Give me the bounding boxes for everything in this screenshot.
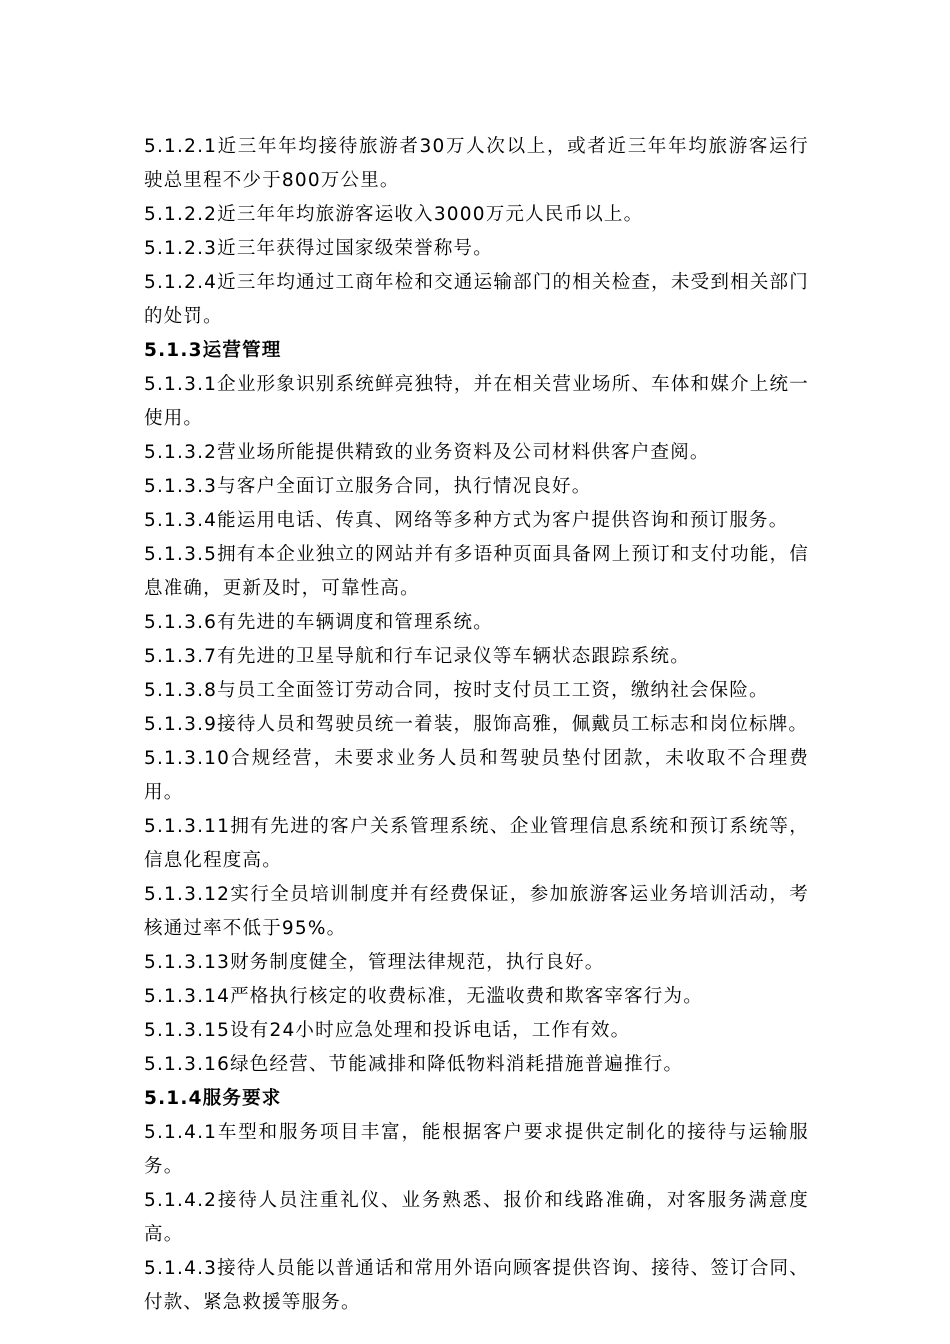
paragraph-5-1-4-3: 5.1.4.3接待人员能以普通话和常用外语向顾客提供咨询、接待、签订合同、付款、紧急救援等服务。	[144, 1258, 809, 1313]
paragraph-5-1-3-5: 5.1.3.5拥有本企业独立的网站并有多语种页面具备网上预订和支付功能，信息准确，更新及时，可靠性高。	[144, 544, 809, 599]
paragraph-5-1-3-11: 5.1.3.11拥有先进的客户关系管理系统、企业管理信息系统和预订系统等，信息化程度高。	[144, 816, 809, 871]
paragraph-5-1-4-1: 5.1.4.1车型和服务项目丰富，能根据客户要求提供定制化的接待与运输服务。	[144, 1122, 809, 1177]
paragraph-5-1-2-3: 5.1.2.3近三年获得过国家级荣誉称号。	[144, 238, 493, 259]
paragraph-5-1-3-14: 5.1.3.14严格执行核定的收费标准，无滥收费和欺客宰客行为。	[144, 986, 703, 1007]
paragraph-5-1-3-10: 5.1.3.10合规经营，未要求业务人员和驾驶员垫付团款，未收取不合理费用。	[144, 748, 809, 803]
paragraph-5-1-2-4: 5.1.2.4近三年均通过工商年检和交通运输部门的相关检查，未受到相关部门的处罚。	[144, 272, 809, 327]
paragraph-5-1-3-13: 5.1.3.13财务制度健全，管理法律规范，执行良好。	[144, 952, 605, 973]
paragraph-5-1-3-15: 5.1.3.15设有24小时应急处理和投诉电话，工作有效。	[144, 1020, 631, 1041]
paragraph-5-1-3-3: 5.1.3.3与客户全面订立服务合同，执行情况良好。	[144, 476, 592, 497]
paragraph-5-1-3-4: 5.1.3.4能运用电话、传真、网络等多种方式为客户提供咨询和预订服务。	[144, 510, 789, 531]
paragraph-5-1-4-2: 5.1.4.2接待人员注重礼仪、业务熟悉、报价和线路准确，对客服务满意度高。	[144, 1190, 809, 1245]
document-page	[144, 130, 809, 1320]
section-heading-5-1-4: 5.1.4服务要求	[144, 1088, 282, 1109]
paragraph-5-1-3-9: 5.1.3.9接待人员和驾驶员统一着装，服饰高雅，佩戴员工标志和岗位标牌。	[144, 714, 809, 735]
paragraph-5-1-3-2: 5.1.3.2营业场所能提供精致的业务资料及公司材料供客户查阅。	[144, 442, 710, 463]
paragraph-5-1-2-2: 5.1.2.2近三年年均旅游客运收入3000万元人民币以上。	[144, 204, 644, 225]
paragraph-5-1-3-6: 5.1.3.6有先进的车辆调度和管理系统。	[144, 612, 493, 633]
paragraph-5-1-3-1: 5.1.3.1企业形象识别系统鲜亮独特，并在相关营业场所、车体和媒介上统一使用。	[144, 374, 809, 429]
section-heading-5-1-3: 5.1.3运营管理	[144, 340, 282, 361]
paragraph-5-1-3-8: 5.1.3.8与员工全面签订劳动合同，按时支付员工工资，缴纳社会保险。	[144, 680, 769, 701]
paragraph-5-1-3-16: 5.1.3.16绿色经营、节能减排和降低物料消耗措施普遍推行。	[144, 1054, 684, 1075]
paragraph-5-1-3-7: 5.1.3.7有先进的卫星导航和行车记录仪等车辆状态跟踪系统。	[144, 646, 690, 667]
paragraph-5-1-3-12: 5.1.3.12实行全员培训制度并有经费保证，参加旅游客运业务培训活动，考核通过率不低于95%。	[144, 884, 809, 939]
paragraph-5-1-2-1: 5.1.2.1近三年年均接待旅游者30万人次以上，或者近三年年均旅游客运行驶总里程不少于800万公里。	[144, 136, 809, 191]
